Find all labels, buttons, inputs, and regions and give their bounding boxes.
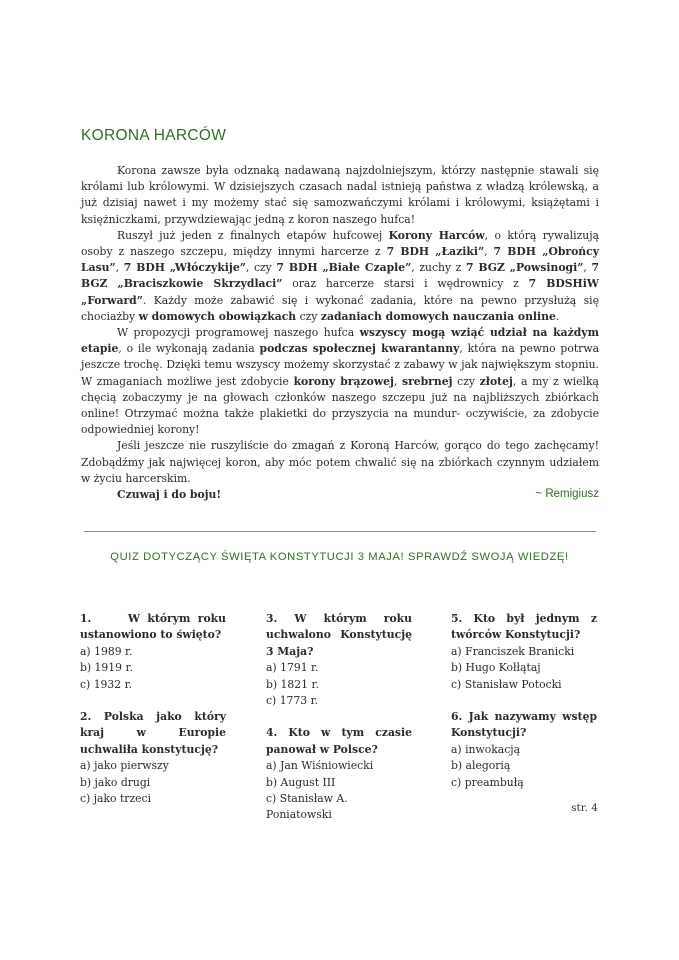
answer-option: c) 1932 r. (80, 677, 133, 691)
article-paragraph-4: Jeśli jeszcze nie ruszyliście do zmagań z Koroną Harców, gorąco do tego zachęcamy! Zdobądźmy jak najwięcej koron, aby móc potem chwalić się na zbiórkach czynnym udziałem w życiu harcerskim. (81, 439, 599, 485)
article-paragraph-3: W propozycji programowej naszego hufca wszyscy mogą wziąć udział na każdym etapie, o ile wykonają zadania podczas społecznej kwarantanny, która na pewno potrwa jeszcze trochę. Dzięki temu wszyscy możemy skorzystać z zabawy w jak największym stopniu. W zmaganiach możliwe jest zdobycie korony brązowej, srebrnej czy złotej, a my z wielką chęcią zobaczymy je na głowach członków naszego szczepu już na najbliższych zbiórkach online! Otrzymać można także plakietki do przyszycia na mundur- oczywiście, za zdobycie odpowiedniej korony! (81, 326, 599, 437)
article-title: KORONA HARCÓW (81, 127, 227, 144)
answer-option: b) 1821 r. (266, 677, 319, 691)
question-text: 5. Kto był jednym z twórców Konstytucji? (451, 612, 597, 642)
question-text: 1. W którym roku ustanowiono to święto? (80, 612, 226, 642)
article-paragraph-2: Ruszył już jeden z finalnych etapów hufcowej Korony Harców, o którą rywalizują osoby z naszego szczepu, między innymi harcerze z 7 BDH „Łaziki”, 7 BDH „Obrońcy Lasu”, 7 BDH „Włóczykije”, czy 7 BDH „Białe Czaple”, zuchy z 7 BGZ „Powsinogi”, 7 BGZ „Braciszkowie Skrzydlaci” oraz harcerze starsi i wędrownicy z 7 BDSHiW „Forward”. Każdy może zabawić się i wykonać zadania, które na pewno przysłużą się chociażby w domowych obowiązkach czy zadaniach domowych nauczania online. (81, 228, 599, 323)
quiz-column-2 (266, 611, 412, 840)
answer-option: a) 1791 r. (266, 661, 319, 675)
question-text: 3. W którym roku uchwalono Konstytucję 3 Maja? (266, 612, 412, 658)
quiz-title: QUIZ DOTYCZĄCY ŚWIĘTA KONSTYTUCJI 3 MAJA! SPRAWDŹ SWOJĄ WIEDZĘ! (110, 551, 569, 563)
answer-option: a) jako pierwszy (80, 759, 169, 773)
question-text: 4. Kto w tym czasie panował w Polsce? (266, 726, 412, 756)
answer-option: a) Jan Wiśniowiecki (266, 759, 374, 773)
answer-option: b) Hugo Kołłątaj (451, 661, 541, 675)
answer-option: a) Franciszek Branicki (451, 644, 575, 658)
quiz-column-1 (80, 611, 226, 823)
quiz-column-3 (451, 611, 597, 807)
answer-option: b) alegorią (451, 759, 511, 773)
article-closing: Czuwaj i do boju! (117, 488, 222, 502)
question-text: 6. Jak nazywamy wstęp Konstytucji? (451, 710, 597, 740)
answer-option: b) August III (266, 775, 336, 789)
quiz-question-2 (80, 709, 226, 807)
quiz-question-1 (80, 611, 226, 693)
quiz-question-5 (451, 611, 597, 693)
question-text: 2. Polska jako który kraj w Europie uchwaliła konstytucję? (80, 710, 226, 756)
quiz-question-4 (266, 725, 412, 823)
article-signature: ~ Remigiusz (535, 488, 599, 500)
answer-option: a) inwokacją (451, 742, 521, 756)
answer-option: b) jako drugi (80, 775, 151, 789)
quiz-question-6 (451, 709, 597, 791)
answer-option: a) 1989 r. (80, 644, 133, 658)
section-divider (84, 531, 596, 532)
answer-option: c) jako trzeci (80, 792, 152, 806)
page-number: str. 4 (571, 802, 598, 814)
answer-option: b) 1919 r. (80, 661, 133, 675)
answer-option: c) Stanisław Potocki (451, 677, 562, 691)
answer-option: c) Stanisław A. Poniatowski (266, 792, 348, 822)
article-body (81, 163, 599, 503)
answer-option: c) preambułą (451, 775, 524, 789)
article-paragraph-1: Korona zawsze była odznaką nadawaną najzdolniejszym, którzy następnie stawali się królami lub królowymi. W dzisiejszych czasach nadal istnieją państwa z władzą królewską, a już dzisiaj nawet i my możemy stać się samozwańczymi królami i królowymi, książętami i księżniczkami, przywdziewając jedną z koron naszego hufca! (81, 164, 599, 226)
quiz-question-3 (266, 611, 412, 709)
answer-option: c) 1773 r. (266, 694, 319, 708)
